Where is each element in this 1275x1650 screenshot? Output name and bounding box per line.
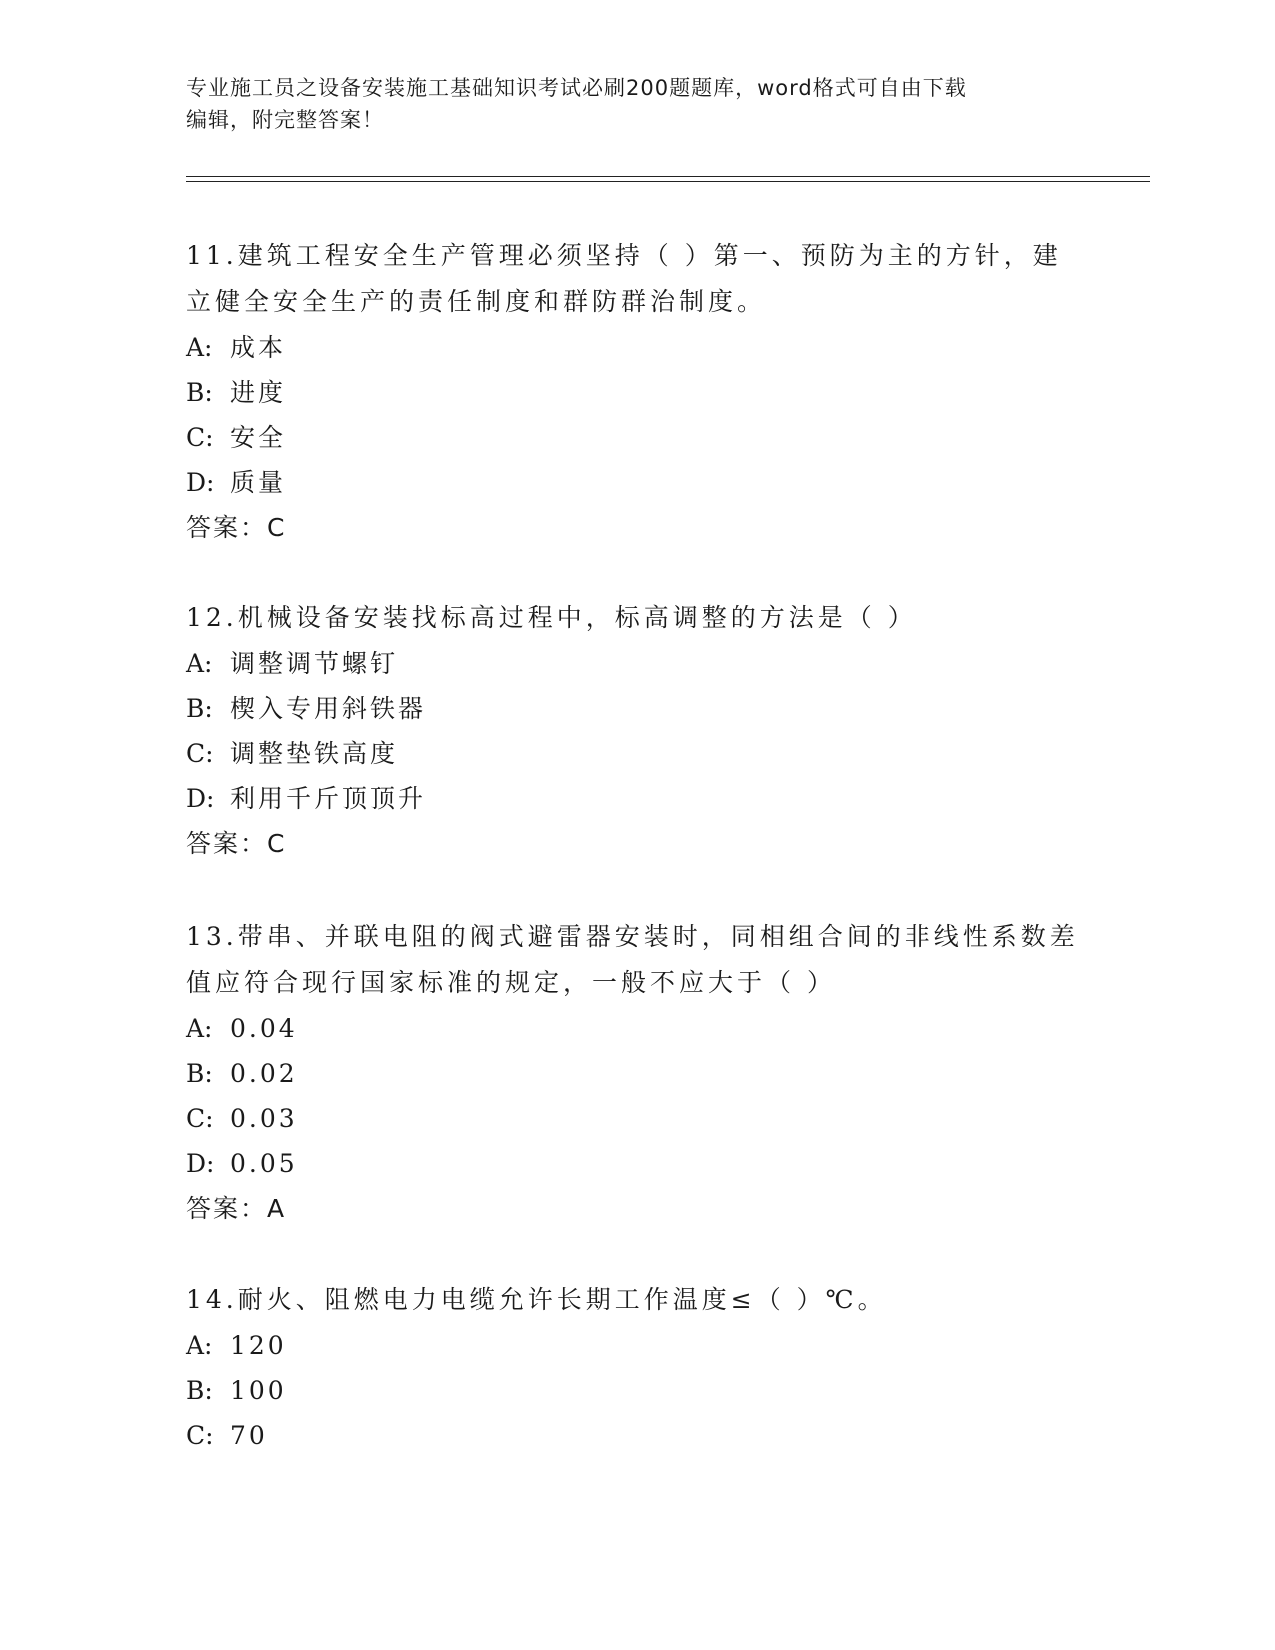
option-text: 70 <box>230 1421 268 1450</box>
option-text: 120 <box>230 1331 287 1360</box>
option-label: A: <box>186 333 213 362</box>
option-label: D: <box>186 1149 215 1178</box>
question-text-line: 值应符合现行国家标准的规定，一般不应大于（ ） <box>186 968 836 997</box>
option-a <box>186 641 1086 686</box>
option-label: A: <box>186 649 213 678</box>
option-a <box>186 1006 1086 1051</box>
option-text: 0.04 <box>230 1014 298 1043</box>
option-c <box>186 731 1086 776</box>
option-label: B: <box>186 378 213 407</box>
option-b <box>186 1368 1086 1413</box>
option-label: C: <box>186 423 214 452</box>
option-a <box>186 325 1086 370</box>
header-divider-top <box>186 176 1150 177</box>
question-14 <box>186 1277 1086 1458</box>
option-text: 0.05 <box>230 1149 298 1178</box>
option-a <box>186 1323 1086 1368</box>
option-b <box>186 1051 1086 1096</box>
question-text-line: 立健全安全生产的责任制度和群防群治制度。 <box>186 287 767 316</box>
question-11 <box>186 233 1086 551</box>
header-line-1: 专业施工员之设备安装施工基础知识考试必刷200题题库，word格式可自由下载 <box>186 76 967 100</box>
question-text-line: 12.机械设备安装找标高过程中，标高调整的方法是（ ） <box>186 603 917 632</box>
question-text-line: 13.带串、并联电阻的阀式避雷器安装时，同相组合间的非线性系数差 <box>186 922 1079 951</box>
option-text: 安全 <box>230 423 287 452</box>
option-label: C: <box>186 1104 214 1133</box>
question-text-line: 11.建筑工程安全生产管理必须坚持（ ）第一、预防为主的方针，建 <box>186 241 1062 270</box>
option-text: 0.02 <box>230 1059 298 1088</box>
option-text: 楔入专用斜铁器 <box>230 694 427 723</box>
option-d <box>186 1141 1086 1186</box>
question-text-line: 14.耐火、阻燃电力电缆允许长期工作温度≤（ ）℃。 <box>186 1285 887 1314</box>
option-label: A: <box>186 1014 213 1043</box>
answer-line: 答案：C <box>186 829 287 858</box>
option-label: B: <box>186 694 213 723</box>
option-label: A: <box>186 1331 213 1360</box>
option-b <box>186 370 1086 415</box>
option-text: 进度 <box>230 378 287 407</box>
option-label: C: <box>186 1421 214 1450</box>
document-header <box>186 72 1086 136</box>
header-divider-bottom <box>186 181 1150 182</box>
option-text: 利用千斤顶顶升 <box>230 784 427 813</box>
question-12 <box>186 595 1086 867</box>
option-d <box>186 776 1086 821</box>
option-text: 100 <box>230 1376 287 1405</box>
option-d <box>186 460 1086 505</box>
option-label: B: <box>186 1059 213 1088</box>
option-text: 调整垫铁高度 <box>230 739 399 768</box>
answer-line: 答案：A <box>186 1194 287 1223</box>
option-c <box>186 1413 1086 1458</box>
option-label: C: <box>186 739 214 768</box>
option-b <box>186 686 1086 731</box>
option-text: 调整调节螺钉 <box>230 649 399 678</box>
answer-line: 答案：C <box>186 513 287 542</box>
option-c <box>186 415 1086 460</box>
question-13 <box>186 914 1086 1232</box>
option-c <box>186 1096 1086 1141</box>
option-label: D: <box>186 468 215 497</box>
option-text: 0.03 <box>230 1104 298 1133</box>
option-label: D: <box>186 784 215 813</box>
option-text: 成本 <box>230 333 287 362</box>
option-text: 质量 <box>230 468 287 497</box>
option-label: B: <box>186 1376 213 1405</box>
header-line-2: 编辑，附完整答案！ <box>186 108 384 132</box>
